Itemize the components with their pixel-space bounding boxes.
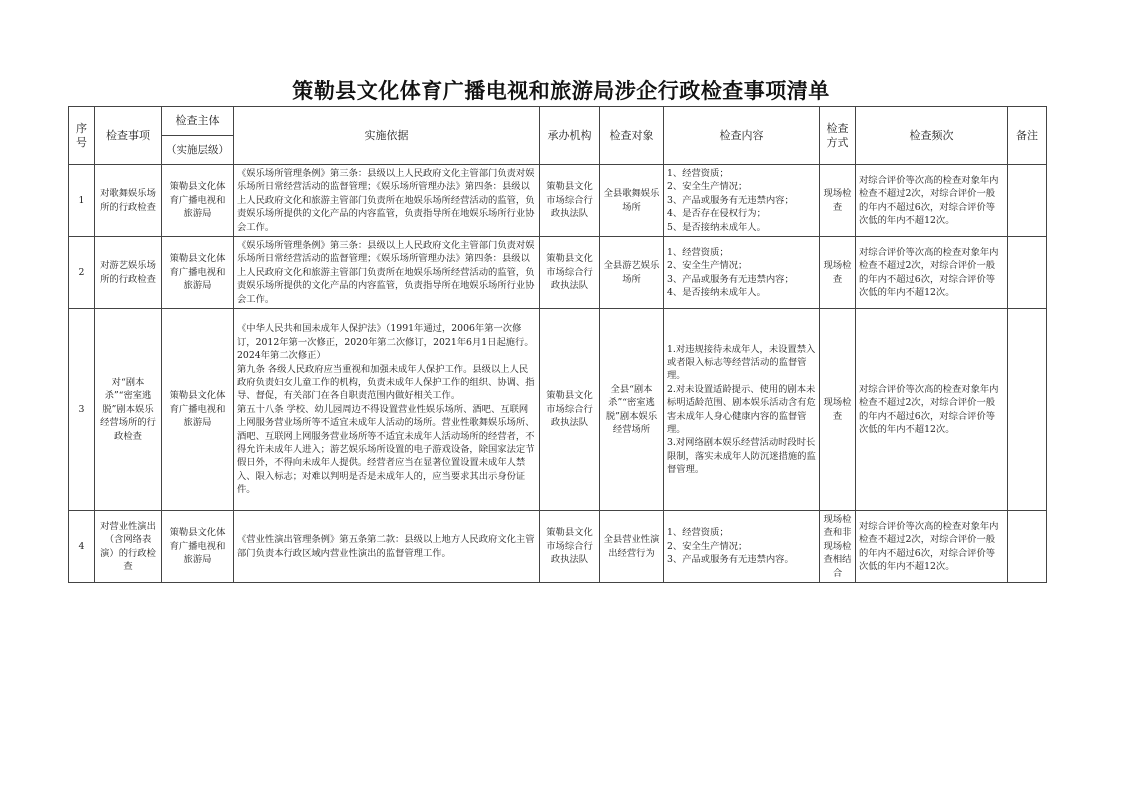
cell-seq: 4	[69, 511, 95, 583]
cell-item: 对游艺娱乐场所的行政检查	[95, 237, 162, 309]
cell-note	[1008, 511, 1047, 583]
inspection-table	[68, 106, 1047, 583]
cell-frequency: 对综合评价等次高的检查对象年内检查不超过2次，对综合评价一般的年内不超过6次，对综合评价等次低的年内不超12次。	[856, 511, 1008, 583]
cell-item: 对“剧本杀”“密室逃脱”剧本娱乐经营场所的行政检查	[95, 309, 162, 511]
cell-basis: 《娱乐场所管理条例》第三条：县级以上人民政府文化主管部门负责对娱乐场所日常经营活动的监督管理；《娱乐场所管理办法》第四条：县级以上人民政府文化和旅游主管部门负责所在地娱乐场所经营活动的监管，负责娱乐场所提供的文化产品的内容监管，负责指导所在地娱乐场所行业协会工作。	[234, 237, 540, 309]
header-subject-level: （实施层级）	[162, 136, 234, 165]
cell-basis: 《娱乐场所管理条例》第三条：县级以上人民政府文化主管部门负责对娱乐场所日常经营活动的监督管理；《娱乐场所管理办法》第四条：县级以上人民政府文化和旅游主管部门负责所在地娱乐场所经营活动的监管，负责娱乐场所提供的文化产品的内容监管，负责指导所在地娱乐场所行业协会工作。	[234, 165, 540, 237]
cell-target: 全县游艺娱乐场所	[600, 237, 664, 309]
cell-method: 现场检查	[820, 309, 856, 511]
cell-seq: 3	[69, 309, 95, 511]
header-seq: 序号	[69, 107, 95, 165]
header-content: 检查内容	[664, 107, 820, 165]
cell-target: 全县“剧本杀”“密室逃脱”剧本娱乐经营场所	[600, 309, 664, 511]
header-frequency: 检查频次	[856, 107, 1008, 165]
cell-target: 全县歌舞娱乐场所	[600, 165, 664, 237]
cell-note	[1008, 165, 1047, 237]
cell-agency: 策勒县文化市场综合行政执法队	[540, 511, 600, 583]
table-row	[69, 511, 1047, 583]
cell-seq: 2	[69, 237, 95, 309]
page-title: 策勒县文化体育广播电视和旅游局涉企行政检查事项清单	[292, 78, 830, 103]
cell-method: 现场检查和非现场检查相结合	[820, 511, 856, 583]
cell-subject: 策勒县文化体育广播电视和旅游局	[162, 165, 234, 237]
cell-subject: 策勒县文化体育广播电视和旅游局	[162, 237, 234, 309]
cell-agency: 策勒县文化市场综合行政执法队	[540, 165, 600, 237]
cell-content: 1、经营资质； 2、安全生产情况； 3、产品或服务有无违禁内容； 4、是否存在侵权行为； 5、是否接纳未成年人。	[664, 165, 820, 237]
cell-seq: 1	[69, 165, 95, 237]
table-row	[69, 237, 1047, 309]
header-method: 检查方式	[820, 107, 856, 165]
header-target: 检查对象	[600, 107, 664, 165]
table-row	[69, 165, 1047, 237]
cell-frequency: 对综合评价等次高的检查对象年内检查不超过2次，对综合评价一般的年内不超过6次，对综合评价等次低的年内不超12次。	[856, 165, 1008, 237]
cell-target: 全县营业性演出经营行为	[600, 511, 664, 583]
cell-subject: 策勒县文化体育广播电视和旅游局	[162, 511, 234, 583]
cell-subject: 策勒县文化体育广播电视和旅游局	[162, 309, 234, 511]
cell-note	[1008, 309, 1047, 511]
cell-agency: 策勒县文化市场综合行政执法队	[540, 237, 600, 309]
table-row	[69, 309, 1047, 511]
cell-item: 对歌舞娱乐场所的行政检查	[95, 165, 162, 237]
cell-note	[1008, 237, 1047, 309]
cell-content: 1、经营资质； 2、安全生产情况； 3、产品或服务有无违禁内容； 4、是否接纳未成年人。	[664, 237, 820, 309]
cell-basis: 《营业性演出管理条例》第五条第二款：县级以上地方人民政府文化主管部门负责本行政区域内营业性演出的监督管理工作。	[234, 511, 540, 583]
header-subject: 检查主体	[162, 107, 234, 136]
header-agency: 承办机构	[540, 107, 600, 165]
cell-item: 对营业性演出（含网络表演）的行政检查	[95, 511, 162, 583]
cell-content: 1.对违规接待未成年人，未设置禁入或者限入标志等经营活动的监督管理。 2.对未设置适龄提示、使用的剧本未标明适龄范围、剧本娱乐活动含有危害未成年人身心健康内容的监督管理。 3.对网络剧本娱乐经营活动时段时长限制，落实未成年人防沉迷措施的监督管理。	[664, 309, 820, 511]
header-item: 检查事项	[95, 107, 162, 165]
cell-basis: 《中华人民共和国未成年人保护法》（1991年通过，2006年第一次修订，2012年第一次修正，2020年第二次修订，2021年6月1日起施行。2024年第二次修正） 第九条 各级人民政府应当重视和加强未成年人保护工作。县级以上人民政府负责妇女儿童工作的机构，负责未成年人保护工作的组织、协调、指导、督促，有关部门在各自职责范围内做好相关工作。 第五十八条 学校、幼儿园周边不得设置营业性娱乐场所、酒吧、互联网上网服务营业场所等不适宜未成年人活动的场所。营业性歌舞娱乐场所、酒吧、互联网上网服务营业场所等不适宜未成年人活动场所的经营者，不得允许未成年人进入；游艺娱乐场所设置的电子游戏设备，除国家法定节假日外，不得向未成年人提供。经营者应当在显著位置设置未成年人禁入、限入标志；对难以判明是否是未成年人的，应当要求其出示身份证件。	[234, 309, 540, 511]
cell-method: 现场检查	[820, 237, 856, 309]
cell-frequency: 对综合评价等次高的检查对象年内检查不超过2次，对综合评价一般的年内不超过6次，对综合评价等次低的年内不超12次。	[856, 309, 1008, 511]
cell-agency: 策勒县文化市场综合行政执法队	[540, 309, 600, 511]
cell-frequency: 对综合评价等次高的检查对象年内检查不超过2次，对综合评价一般的年内不超过6次，对综合评价等次低的年内不超12次。	[856, 237, 1008, 309]
cell-method: 现场检查	[820, 165, 856, 237]
header-note: 备注	[1008, 107, 1047, 165]
header-basis: 实施依据	[234, 107, 540, 165]
cell-content: 1、经营资质； 2、安全生产情况； 3、产品或服务有无违禁内容。	[664, 511, 820, 583]
